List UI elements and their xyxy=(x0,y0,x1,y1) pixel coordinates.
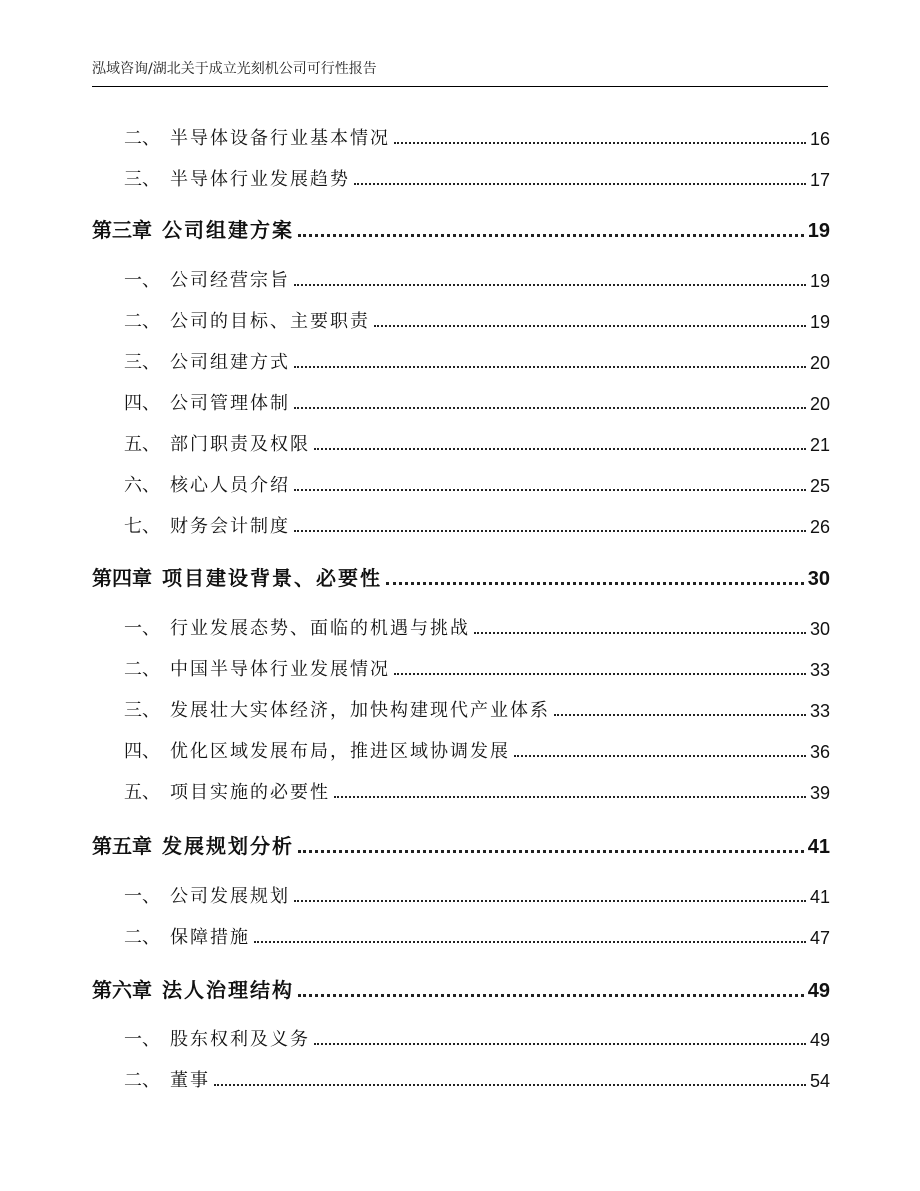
toc-entry-page: 47 xyxy=(809,928,830,948)
toc-entry[interactable] xyxy=(92,830,830,859)
toc-entry[interactable] xyxy=(92,696,830,722)
toc-entry-title: 优化区域发展布局，推进区域协调发展 xyxy=(170,741,510,762)
toc-leader-dots xyxy=(314,448,806,450)
toc-leader-dots xyxy=(354,183,806,185)
toc-entry[interactable] xyxy=(92,165,830,191)
toc-entry-page: 41 xyxy=(807,836,830,858)
toc-entry-number: 第四章 xyxy=(92,566,152,590)
toc-leader-dots xyxy=(386,582,804,585)
toc-entry-page: 54 xyxy=(809,1071,830,1091)
toc-entry-title: 保障措施 xyxy=(170,927,250,948)
toc-leader-dots xyxy=(298,850,804,853)
toc-entry-title: 发展壮大实体经济，加快构建现代产业体系 xyxy=(170,700,550,721)
toc-entry-title: 公司经营宗旨 xyxy=(170,270,290,291)
toc-entry[interactable] xyxy=(92,512,830,538)
toc-entry-page: 30 xyxy=(807,568,830,590)
toc-entry-title: 董事 xyxy=(170,1070,210,1091)
toc-entry-page: 49 xyxy=(807,980,830,1002)
toc-entry[interactable] xyxy=(92,1025,830,1051)
toc-entry-number: 二、 xyxy=(124,927,160,948)
toc-entry[interactable] xyxy=(92,974,830,1003)
toc-entry[interactable] xyxy=(92,307,830,333)
toc-entry-page: 39 xyxy=(809,783,830,803)
toc-entry[interactable] xyxy=(92,124,830,150)
toc-entry[interactable] xyxy=(92,923,830,949)
toc-entry[interactable] xyxy=(92,389,830,415)
toc-entry[interactable] xyxy=(92,655,830,681)
toc-entry-number: 一、 xyxy=(124,1029,160,1050)
toc-entry[interactable] xyxy=(92,778,830,804)
toc-entry-title: 公司的目标、主要职责 xyxy=(170,311,370,332)
toc-entry-page: 41 xyxy=(809,887,830,907)
toc-entry-number: 第六章 xyxy=(92,978,152,1002)
toc-entry-number: 三、 xyxy=(124,700,160,721)
toc-leader-dots xyxy=(334,796,806,798)
toc-entry-number: 二、 xyxy=(124,1070,160,1091)
toc-entry-title: 项目建设背景、必要性 xyxy=(162,566,382,590)
toc-entry-page: 20 xyxy=(809,394,830,414)
toc-leader-dots xyxy=(294,489,806,491)
toc-entry-number: 一、 xyxy=(124,270,160,291)
toc-entry-number: 七、 xyxy=(124,516,160,537)
toc-leader-dots xyxy=(514,755,806,757)
toc-leader-dots xyxy=(394,142,806,144)
toc-leader-dots xyxy=(294,407,806,409)
toc-entry[interactable] xyxy=(92,882,830,908)
toc-entry-title: 公司管理体制 xyxy=(170,393,290,414)
toc-entry-title: 半导体行业发展趋势 xyxy=(170,169,350,190)
toc-entry-title: 公司组建方式 xyxy=(170,352,290,373)
toc-entry-page: 16 xyxy=(809,129,830,149)
toc-entry-title: 行业发展态势、面临的机遇与挑战 xyxy=(170,618,470,639)
toc-entry-page: 25 xyxy=(809,476,830,496)
toc-entry-page: 49 xyxy=(809,1030,830,1050)
toc-entry-title: 股东权利及义务 xyxy=(170,1029,310,1050)
toc-entry-number: 五、 xyxy=(124,434,160,455)
toc-entry-page: 21 xyxy=(809,435,830,455)
toc-entry-page: 20 xyxy=(809,353,830,373)
toc-entry-page: 30 xyxy=(809,619,830,639)
toc-entry[interactable] xyxy=(92,614,830,640)
toc-entry-number: 二、 xyxy=(124,659,160,680)
toc-leader-dots xyxy=(374,325,806,327)
toc-entry[interactable] xyxy=(92,266,830,292)
toc-entry[interactable] xyxy=(92,562,830,591)
toc-entry-number: 三、 xyxy=(124,169,160,190)
toc-entry-number: 一、 xyxy=(124,886,160,907)
toc-leader-dots xyxy=(314,1043,806,1045)
toc-leader-dots xyxy=(214,1084,806,1086)
toc-entry-number: 第三章 xyxy=(92,218,152,242)
toc-entry-title: 公司发展规划 xyxy=(170,886,290,907)
toc-entry[interactable] xyxy=(92,348,830,374)
toc-entry-number: 五、 xyxy=(124,782,160,803)
toc-entry-page: 26 xyxy=(809,517,830,537)
toc-entry-title: 核心人员介绍 xyxy=(170,475,290,496)
toc-entry-number: 二、 xyxy=(124,128,160,149)
toc-entry-title: 法人治理结构 xyxy=(162,978,294,1002)
toc-leader-dots xyxy=(298,234,804,237)
toc-entry-title: 半导体设备行业基本情况 xyxy=(170,128,390,149)
toc-entry-number: 第五章 xyxy=(92,834,152,858)
toc-entry-page: 19 xyxy=(809,312,830,332)
toc-leader-dots xyxy=(294,284,806,286)
toc-entry-title: 部门职责及权限 xyxy=(170,434,310,455)
page-header: 泓域咨询/湖北关于成立光刻机公司可行性报告 xyxy=(92,61,377,77)
toc-leader-dots xyxy=(254,941,806,943)
toc-leader-dots xyxy=(294,366,806,368)
toc-leader-dots xyxy=(554,714,806,716)
toc-entry-page: 33 xyxy=(809,660,830,680)
toc-entry-number: 六、 xyxy=(124,475,160,496)
toc-entry[interactable] xyxy=(92,430,830,456)
toc-leader-dots xyxy=(294,530,806,532)
toc-entry-title: 公司组建方案 xyxy=(162,218,294,242)
toc-entry-number: 三、 xyxy=(124,352,160,373)
toc-entry[interactable] xyxy=(92,1066,830,1092)
toc-entry[interactable] xyxy=(92,471,830,497)
toc-leader-dots xyxy=(474,632,806,634)
toc-entry[interactable] xyxy=(92,737,830,763)
header-rule xyxy=(92,86,828,87)
toc-entry-title: 财务会计制度 xyxy=(170,516,290,537)
toc-entry-page: 36 xyxy=(809,742,830,762)
toc-leader-dots xyxy=(298,994,804,997)
toc-entry-number: 四、 xyxy=(124,393,160,414)
toc-entry-number: 四、 xyxy=(124,741,160,762)
toc-entry-number: 一、 xyxy=(124,618,160,639)
toc-entry-number: 二、 xyxy=(124,311,160,332)
toc-entry-title: 项目实施的必要性 xyxy=(170,782,330,803)
toc-entry-title: 中国半导体行业发展情况 xyxy=(170,659,390,680)
toc-entry-page: 17 xyxy=(809,170,830,190)
toc-entry-page: 19 xyxy=(809,271,830,291)
toc-leader-dots xyxy=(394,673,806,675)
toc-leader-dots xyxy=(294,900,806,902)
toc-entry[interactable] xyxy=(92,214,830,243)
toc-entry-title: 发展规划分析 xyxy=(162,834,294,858)
toc-entry-page: 33 xyxy=(809,701,830,721)
toc-entry-page: 19 xyxy=(807,220,830,242)
